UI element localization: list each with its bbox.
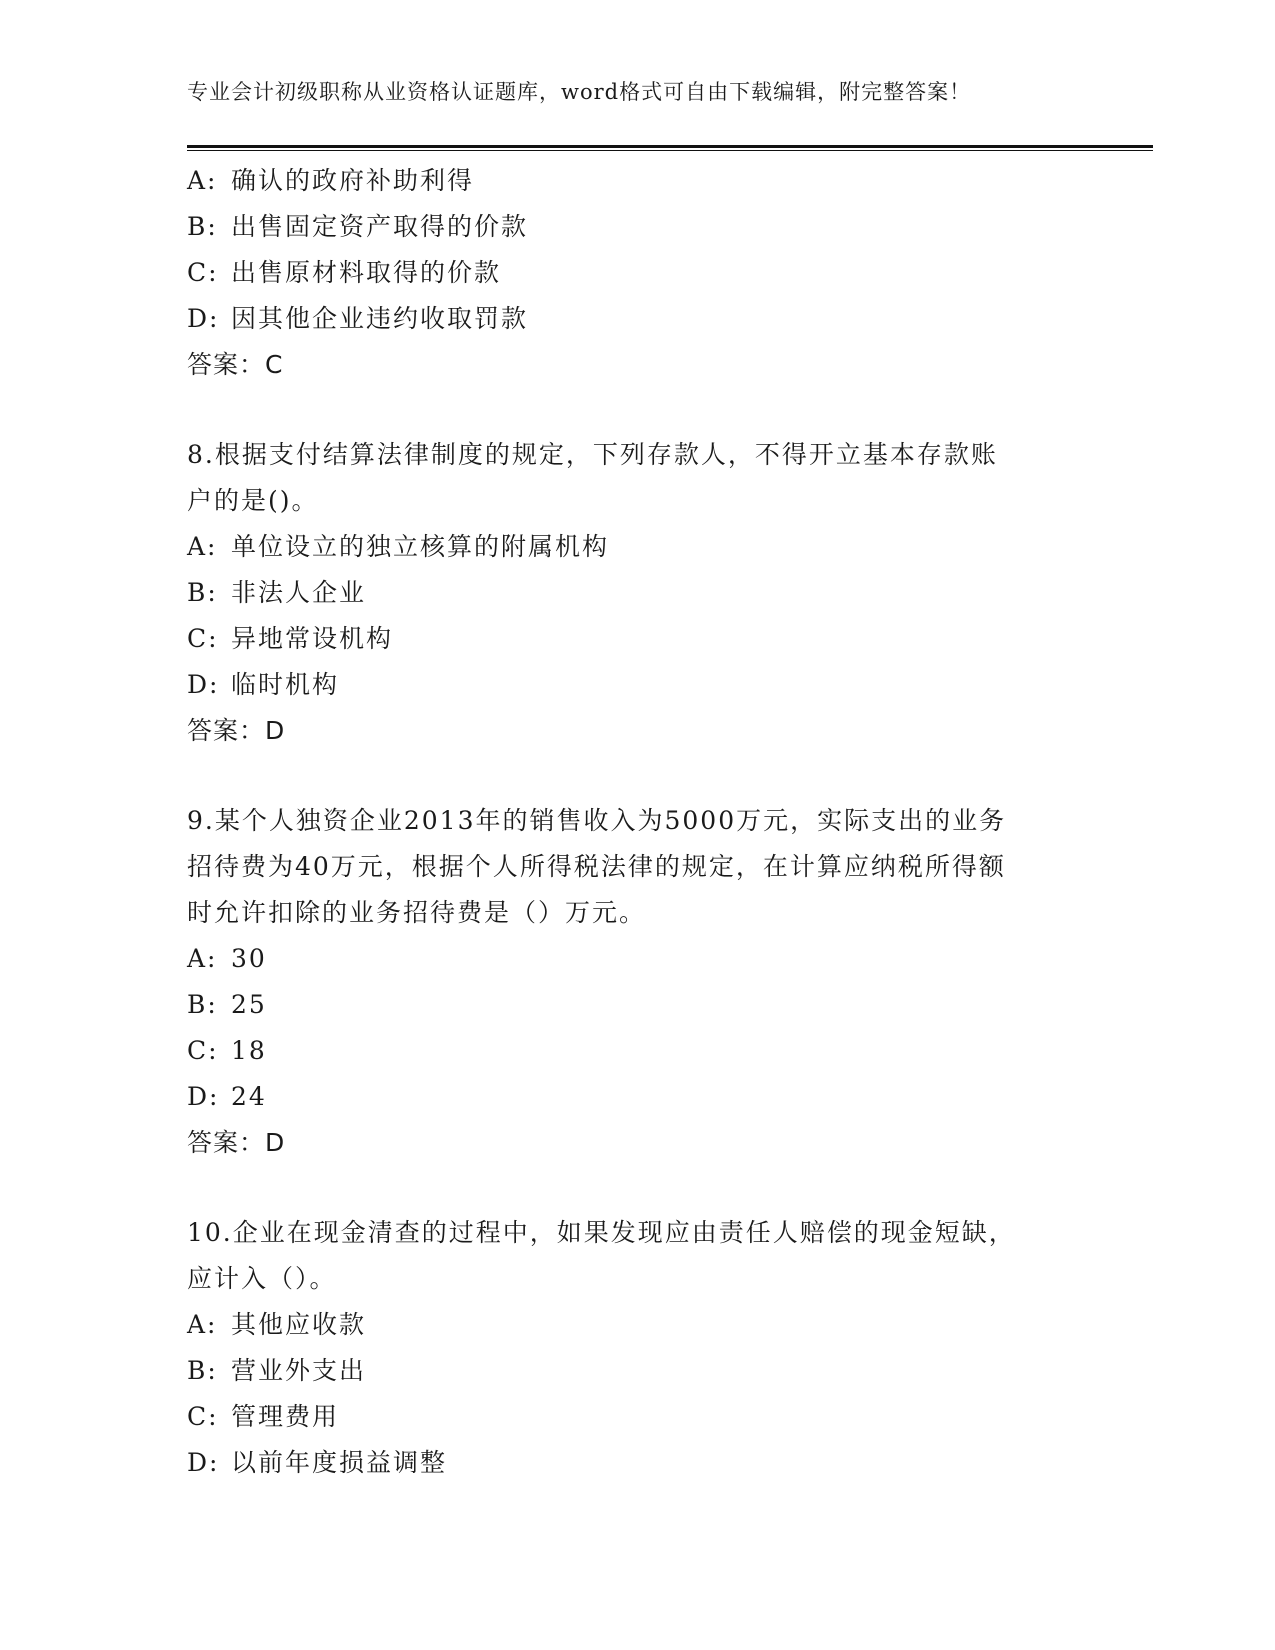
question-text-line: 招待费为40万元，根据个人所得税法律的规定，在计算应纳税所得额 — [187, 852, 1006, 881]
answer-line: 答案：C — [187, 350, 284, 379]
option-label: C: — [187, 1036, 219, 1065]
option-c — [187, 1394, 1087, 1440]
option-text: 单位设立的独立核算的附属机构 — [231, 532, 610, 561]
spacer — [187, 1166, 1087, 1210]
option-label: D: — [187, 304, 220, 333]
option-c — [187, 250, 1087, 296]
option-text: 异地常设机构 — [231, 624, 394, 653]
option-d — [187, 1440, 1087, 1486]
option-label: A: — [187, 944, 218, 973]
option-label: C: — [187, 1402, 219, 1431]
option-text: 非法人企业 — [231, 578, 367, 607]
option-label: D: — [187, 670, 220, 699]
option-text: 25 — [231, 990, 267, 1019]
option-b — [187, 982, 1087, 1028]
option-text: 管理费用 — [231, 1402, 340, 1431]
question-10 — [187, 1210, 1087, 1486]
option-text: 出售固定资产取得的价款 — [231, 212, 529, 241]
option-label: D: — [187, 1448, 220, 1477]
question-text-line: 9.某个人独资企业2013年的销售收入为5000万元，实际支出的业务 — [187, 806, 1007, 835]
question-8 — [187, 432, 1087, 754]
option-text: 18 — [231, 1036, 267, 1065]
option-label: A: — [187, 1310, 218, 1339]
option-text: 其他应收款 — [231, 1310, 367, 1339]
spacer — [187, 388, 1087, 432]
answer-line: 答案：D — [187, 716, 286, 745]
option-c — [187, 616, 1087, 662]
answer-line: 答案：D — [187, 1128, 286, 1157]
option-text: 确认的政府补助利得 — [231, 166, 475, 195]
option-text: 30 — [231, 944, 267, 973]
option-c — [187, 1028, 1087, 1074]
option-label: B: — [187, 212, 218, 241]
option-text: 以前年度损益调整 — [231, 1448, 448, 1477]
option-label: B: — [187, 578, 218, 607]
question-text-line: 应计入（）。 — [187, 1264, 337, 1293]
option-text: 因其他企业违约收取罚款 — [231, 304, 529, 333]
option-text: 临时机构 — [231, 670, 340, 699]
option-d — [187, 1074, 1087, 1120]
option-d — [187, 662, 1087, 708]
option-a — [187, 158, 1087, 204]
option-label: C: — [187, 258, 219, 287]
page-header-text: 专业会计初级职称从业资格认证题库，word格式可自由下载编辑，附完整答案！ — [187, 80, 972, 104]
option-b — [187, 1348, 1087, 1394]
option-a — [187, 1302, 1087, 1348]
spacer — [187, 754, 1087, 798]
option-label: A: — [187, 166, 218, 195]
option-label: B: — [187, 1356, 218, 1385]
header-divider — [187, 145, 1153, 151]
question-7-options — [187, 158, 1087, 388]
question-text-line: 户的是()。 — [187, 486, 319, 515]
option-text: 出售原材料取得的价款 — [231, 258, 502, 287]
option-label: B: — [187, 990, 218, 1019]
option-d — [187, 296, 1087, 342]
option-label: C: — [187, 624, 219, 653]
option-a — [187, 936, 1087, 982]
option-text: 营业外支出 — [231, 1356, 367, 1385]
question-text-line: 10.企业在现金清查的过程中，如果发现应由责任人赔偿的现金短缺， — [187, 1218, 1016, 1247]
option-text: 24 — [231, 1082, 267, 1111]
option-b — [187, 570, 1087, 616]
document-body — [187, 158, 1087, 1486]
option-label: D: — [187, 1082, 220, 1111]
option-a — [187, 524, 1087, 570]
question-text-line: 8.根据支付结算法律制度的规定，下列存款人，不得开立基本存款账 — [187, 440, 998, 469]
option-b — [187, 204, 1087, 250]
question-9 — [187, 798, 1087, 1166]
option-label: A: — [187, 532, 218, 561]
question-text-line: 时允许扣除的业务招待费是（）万元。 — [187, 898, 647, 927]
